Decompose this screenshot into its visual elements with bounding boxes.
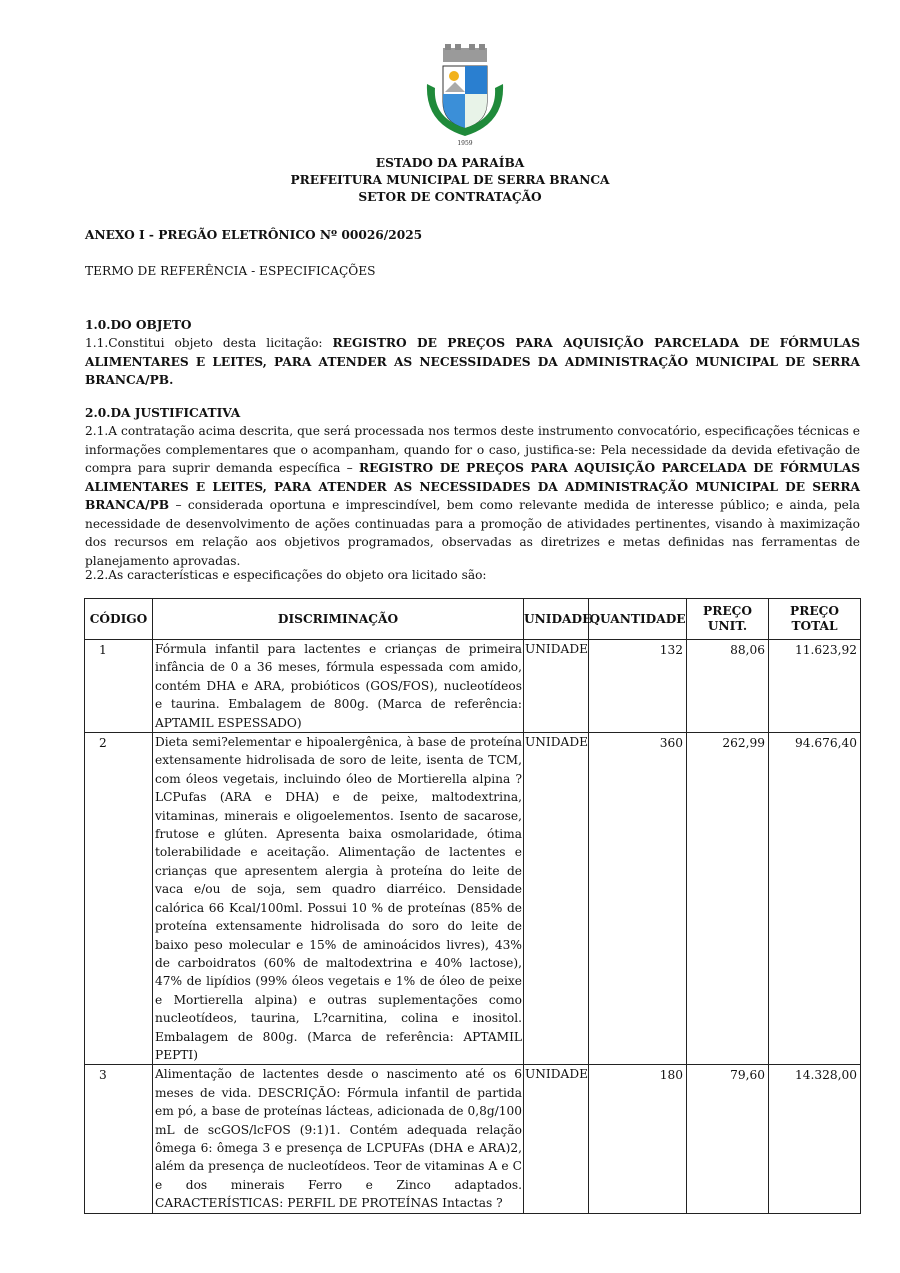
item-total-price: 94.676,40 xyxy=(769,733,861,1065)
table-header-row xyxy=(85,599,861,640)
justification-text-c: – considerada oportuna e imprescindível, bem como relevante medida de interesse público; e ainda, pela necessidade de desenvolvimento de ações continuadas para a promoção de atividades pertinentes, visando à maximização dos recursos em relação aos objetivos programados, observadas as diretrizes e metas definidas nas ferramentas de planejamento aprovadas. xyxy=(85,498,860,568)
object-description: REGISTRO DE PREÇOS PARA AQUISIÇÃO PARCELADA DE FÓRMULAS ALIMENTARES E LEITES, PARA ATENDER AS NECESSIDADES DA ADMINISTRAÇÃO MUNICIPAL DE SERRA BRANCA/PB. xyxy=(85,336,860,387)
annex-title: ANEXO I - PREGÃO ELETRÔNICO Nº 00026/2025 xyxy=(85,228,423,242)
section-2-2-text: 2.2.As características e especificações do objeto ora licitado são: xyxy=(85,568,487,582)
section-2-heading: 2.0.DA JUSTIFICATIVA xyxy=(85,406,241,420)
municipal-coat-of-arms-logo xyxy=(425,44,505,146)
item-total-price: 11.623,92 xyxy=(769,640,861,733)
document-header xyxy=(0,155,900,206)
justification-text-a: 2.1.A contratação acima descrita, que será processada nos termos deste instrumento convocatório, especificações técnicas e informações complementares que o acompanham, quando for o caso, justifica-se: Pela necessidade da devida efetivação de compra para suprir demanda específica – xyxy=(85,424,860,475)
item-unit: UNIDADE xyxy=(524,733,589,1065)
col-header-description: DISCRIMINAÇÃO xyxy=(153,599,524,640)
header-city-hall: PREFEITURA MUNICIPAL DE SERRA BRANCA xyxy=(290,173,610,187)
item-unit: UNIDADE xyxy=(524,640,589,733)
object-prefix: 1.1.Constitui objeto desta licitação: xyxy=(85,336,333,350)
table-row xyxy=(85,640,861,733)
item-code: 3 xyxy=(85,1065,153,1213)
item-code: 1 xyxy=(85,640,153,733)
justification-object: REGISTRO DE PREÇOS PARA AQUISIÇÃO PARCELADA DE FÓRMULAS ALIMENTARES E LEITES, PARA ATENDER AS NECESSIDADES DA ADMINISTRAÇÃO MUNICIPAL DE SERRA BRANCA/PB xyxy=(85,461,861,512)
item-unit-price: 79,60 xyxy=(687,1065,769,1213)
item-quantity: 132 xyxy=(589,640,687,733)
col-header-total-price: PREÇO TOTAL xyxy=(769,599,861,640)
svg-text:1959: 1959 xyxy=(457,140,473,146)
item-unit-price: 262,99 xyxy=(687,733,769,1065)
item-code: 2 xyxy=(85,733,153,1065)
item-total-price: 14.328,00 xyxy=(769,1065,861,1213)
item-description: Alimentação de lactentes desde o nascimento até os 6 meses de vida. DESCRIÇÃO: Fórmula infantil de partida em pó, a base de proteínas lácteas, adicionada de 0,8g/100 mL de scGOS/lcFOS (9:1)1. Contém adequada relação ômega 6: ômega 3 e presença de LCPUFAs (DHA e ARA)2, além da presença de nucleotídeos. Teor de vitaminas A e C e dos minerais Ferro e Zinco adaptados. CARACTERÍSTICAS: PERFIL DE PROTEÍNAS Intactas ? xyxy=(153,1065,524,1213)
item-description: Dieta semi?elementar e hipoalergênica, à base de proteína extensamente hidrolisada de soro de leite, isenta de TCM, com óleos vegetais, incluindo óleo de Mortierella alpina ? LCPufas (ARA e DHA) e de peixe, maltodextrina, vitaminas, minerais e oligoelementos. Isento de sacarose, frutose e glúten. Apresenta baixa osmolaridade, ótima tolerabilidade e aceitação. Alimentação de lactentes e crianças que apresentem alergia à proteína do leite de vaca e/ou de soja, sem quadro diarréico. Densidade calórica 66 Kcal/100ml. Possui 10 % de proteínas (85% de proteína extensamente hidrolisada do soro do leite de baixo peso molecular e 15% de aminoácidos livres), 43% de carboidratos (60% de maltodextrina e 40% lactose), 47% de lipídios (99% óleos vegetais e 1% de óleo de peixe e Mortierella alpina) e outras suplementações como nucleotídeos, taurina, L?carnitina, colina e inositol. Embalagem de 800g. (Marca de referência: APTAMIL PEPTI) xyxy=(153,733,524,1065)
item-description: Fórmula infantil para lactentes e crianças de primeira infância de 0 a 36 meses, fórmula espessada com amido, contém DHA e ARA, probióticos (GOS/FOS), nucleotídeos e taurina. Embalagem de 800g. (Marca de referência: APTAMIL ESPESSADO) xyxy=(153,640,524,733)
section-2-paragraph xyxy=(85,422,860,570)
header-department: SETOR DE CONTRATAÇÃO xyxy=(358,190,542,204)
col-header-unit-price: PREÇO UNIT. xyxy=(687,599,769,640)
col-header-code: CÓDIGO xyxy=(85,599,153,640)
item-quantity: 180 xyxy=(589,1065,687,1213)
table-row xyxy=(85,733,861,1065)
col-header-unit: UNIDADE xyxy=(524,599,589,640)
table-row xyxy=(85,1065,861,1213)
col-header-quantity: QUANTIDADE xyxy=(589,599,687,640)
document-subtitle: TERMO DE REFERÊNCIA - ESPECIFICAÇÕES xyxy=(85,264,376,278)
item-quantity: 360 xyxy=(589,733,687,1065)
items-table xyxy=(84,598,861,1214)
header-state: ESTADO DA PARAÍBA xyxy=(375,156,525,170)
section-1-text xyxy=(85,334,860,390)
item-unit: UNIDADE xyxy=(524,1065,589,1213)
item-unit-price: 88,06 xyxy=(687,640,769,733)
section-1-heading: 1.0.DO OBJETO xyxy=(85,318,192,332)
